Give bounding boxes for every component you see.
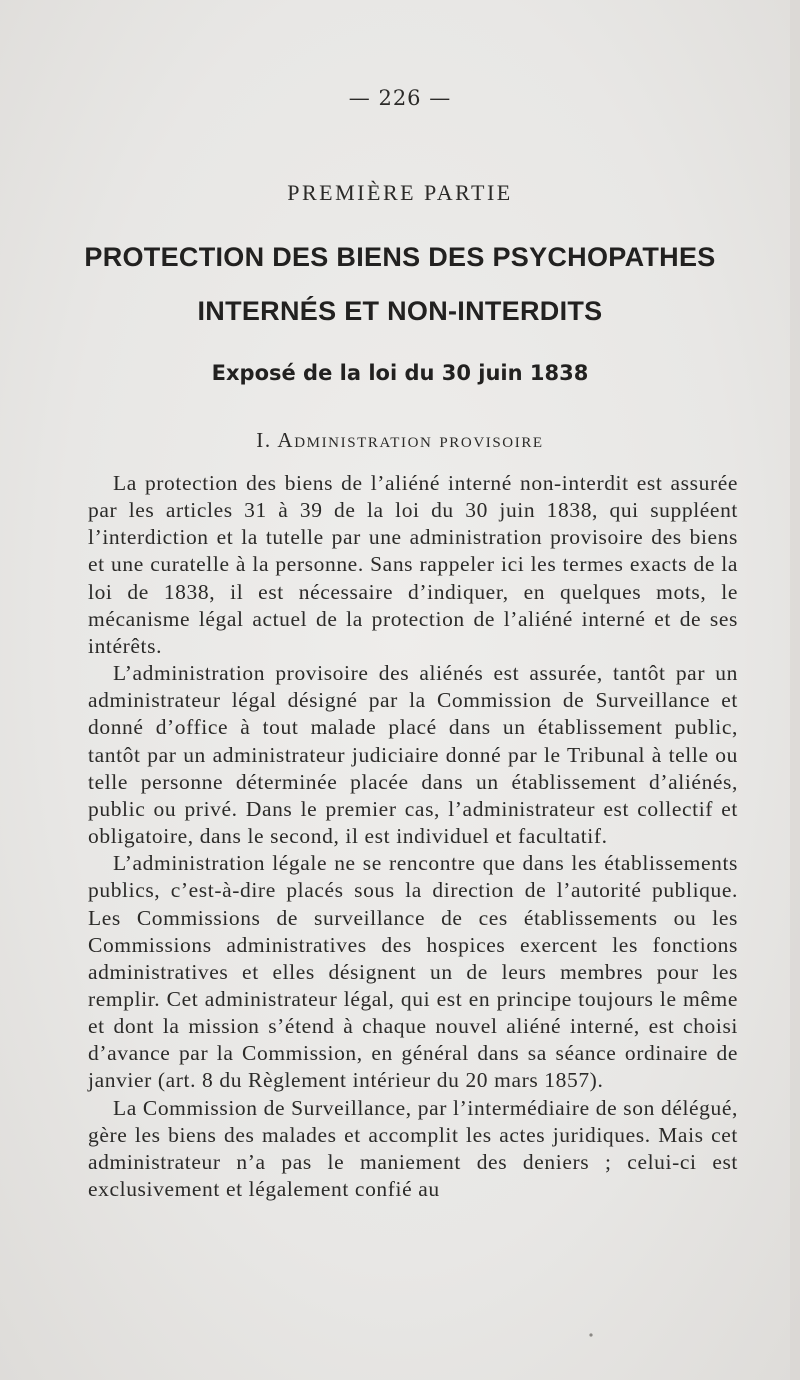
section-heading: I. Administration provisoire [256,428,544,452]
paragraph: La Commission de Surveillance, par l’intermédiaire de son délégué, gère les biens des malades et accomplit les actes juridiques. Mais cet administrateur n’a pas le maniement des deniers ; celui-ci est exclusivement et légalement confié au [88,1095,738,1202]
body-text [88,470,738,1203]
main-title-line-2: INTERNÉS ET NON-INTERDITS [197,296,603,326]
page-edge-shadow [790,0,800,1380]
paragraph: L’administration provisoire des aliénés est assurée, tantôt par un administrateur légal désigné par la Commission de Surveillance et donné d’office à tout malade placé dans un établissement public, tantôt par un administrateur judiciaire donné par le Tribunal à telle ou telle personne déterminée placée dans un établissement d’aliénés, public ou privé. Dans le premier cas, l’administrateur est collectif et obligatoire, dans le second, il est individuel et facultatif. [88,661,738,849]
paragraph: La protection des biens de l’aliéné interné non-interdit est assurée par les articles 31 à 39 de la loi du 30 juin 1838, qui suppléent l’interdiction et la tutelle par une administration provisoire des biens et une curatelle à la personne. Sans rappeler ici les termes exacts de la loi de 1838, il est nécessaire d’indiquer, en quelques mots, le mécanisme légal actuel de la protection de l’aliéné interné et de ses intérêts. [88,471,738,658]
paragraph: L’administration légale ne se rencontre que dans les établissements publics, c’est-à-dire placés sous la direction de l’autorité publique. Les Commissions de surveillance de ces établissements ou les Commissions administratives des hospices exercent les fonctions administratives et elles désignent un de leurs membres pour les remplir. Cet administrateur légal, qui est en principe toujours le même et dont la mission s’étend à chaque nouvel aliéné interné, est choisi d’avance par la Commission, en général dans sa séance ordinaire de janvier (art. 8 du Règlement intérieur du 20 mars 1857). [88,851,738,1093]
part-heading: PREMIÈRE PARTIE [287,180,513,205]
page-number: — 226 — [348,86,452,110]
paper-speck [589,1333,592,1336]
subtitle: Exposé de la loi du 30 juin 1838 [211,361,589,385]
main-title-line-1: PROTECTION DES BIENS DES PSYCHOPATHES [84,242,716,272]
